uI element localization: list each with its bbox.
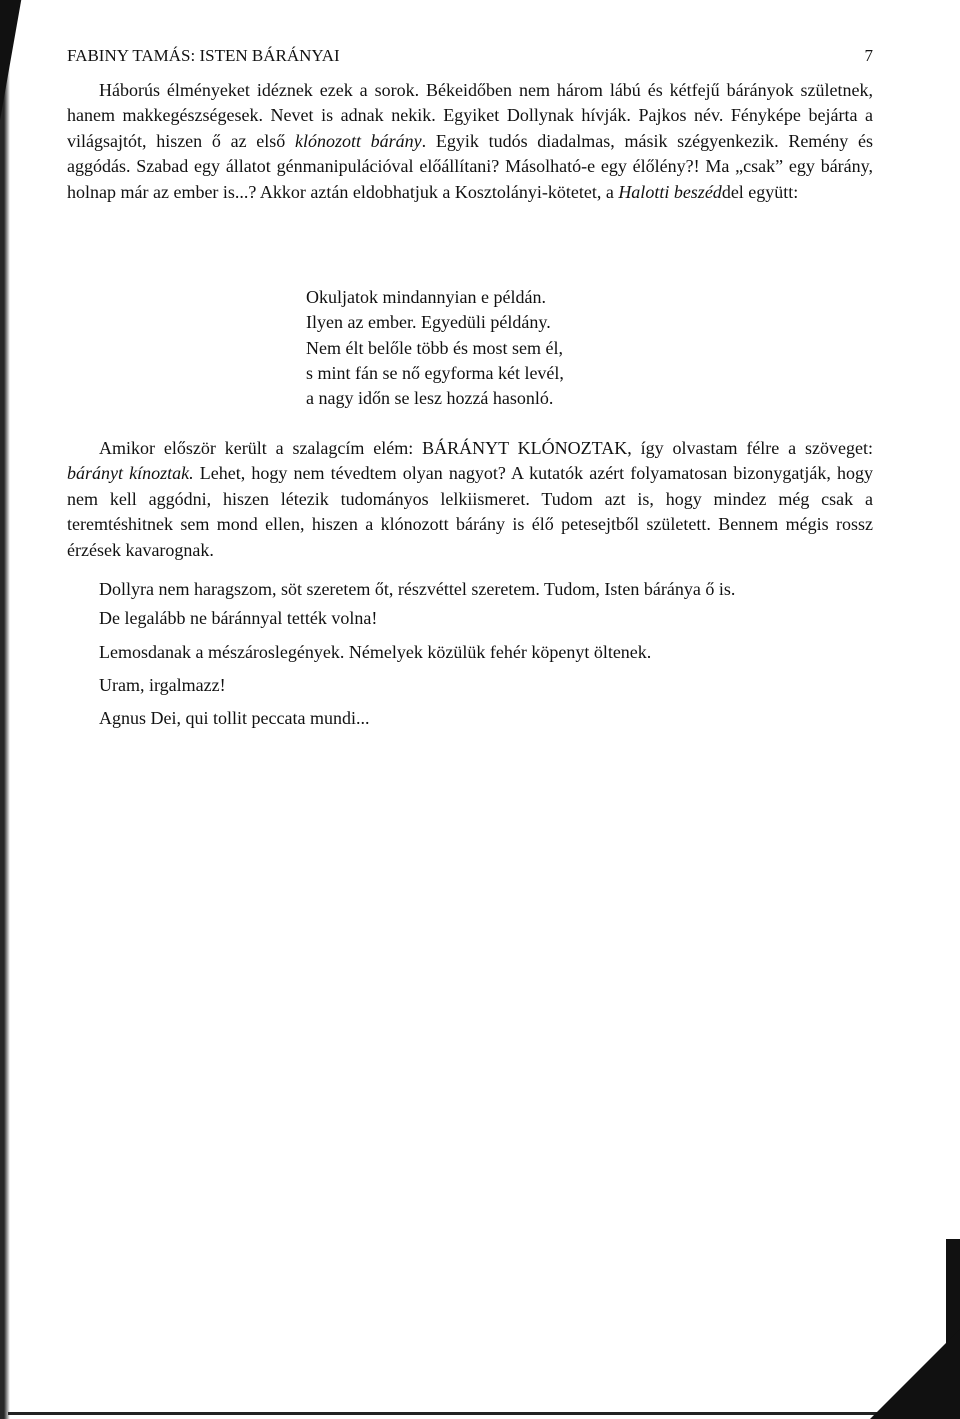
poem-quote (306, 285, 564, 411)
paragraph-cloning-text-2: Lehet, hogy nem tévedtem olyan nagyot? A kutatók azért folyamatosan bizonygatják, hogy nem kell aggódni, hiszen létezik tudományos lelkiismeret. Tudom azt is, hogy mindez még csak a teremtéshitnek sem mond ellen, hiszen a klónozott bárány is élő petesejtből született. Bennem mégis rossz érzések kavarognak. (67, 463, 874, 560)
closing-line-lamb: De legalább ne báránnyal tették volna! (99, 608, 378, 628)
poem-line: s mint fán se nő egyforma két levél, (306, 362, 564, 383)
paragraph-intro-text-1: Háborús élményeket idéznek ezek a sorok. Békeidőben nem három lábú és kétfejű bárányok születnek, hanem makkegészségesek. Nevet is adnak nekik. Egyiket Dollynak hívják. Pajkos név. Fényképe bejárta a világsajtót, hiszen ő az első (67, 80, 873, 151)
paragraph-intro (67, 78, 873, 205)
poem-line: a nagy időn se lesz hozzá hasonló. (306, 388, 554, 409)
paragraph-intro-text-3: del együtt: (721, 181, 799, 202)
paragraph-cloning-text-1: Amikor először került a szalagcím elém: BÁRÁNYT KLÓNOZTAK, így olvastam félre a szöveget: (99, 438, 873, 458)
paragraph-cloning-italic: bárányt kínoztak. (67, 463, 194, 484)
scan-edge-left (0, 0, 10, 1419)
poem-line: Ilyen az ember. Egyedüli példány. (306, 312, 551, 333)
scan-edge-top (0, 0, 26, 150)
poem-line: Okuljatok mindannyian e példán. (306, 287, 546, 307)
closing-line-agnus-dei: Agnus Dei, qui tollit peccata mundi... (99, 708, 370, 728)
closing-line-dolly: Dollyra nem haragszom, söt szeretem őt, részvéttel szeretem. Tudom, Isten báránya ő is. (99, 579, 736, 599)
scan-bottom-line (8, 1412, 888, 1415)
running-title: FABINY TAMÁS: ISTEN BÁRÁNYAI (67, 46, 340, 65)
paragraph-intro-italic-2: Halotti beszéd (618, 181, 722, 202)
page-header (67, 46, 873, 66)
page-number: 7 (864, 46, 873, 65)
scan-corner-mark (870, 1329, 960, 1419)
paragraph-cloning (67, 436, 873, 563)
paragraph-intro-italic-1: klónozott bárány (294, 130, 422, 151)
paragraph-intro-text-2: . Egyik tudós diadalmas, másik szégyenkezik. Remény és aggódás. Szabad egy állatot génmanipulációval előállítani? Másolható-e egy élőlény?! Ma „csak” egy bárány, holnap már az ember is...? Akkor aztán eldobhatjuk a Kosztolányi-kötetet, a (67, 130, 873, 202)
poem-line: Nem élt belőle több és most sem él, (306, 337, 563, 358)
closing-line-prayer: Uram, irgalmazz! (99, 675, 226, 695)
closing-line-butchers: Lemosdanak a mészároslegények. Némelyek közülük fehér köpenyt öltenek. (99, 642, 652, 662)
